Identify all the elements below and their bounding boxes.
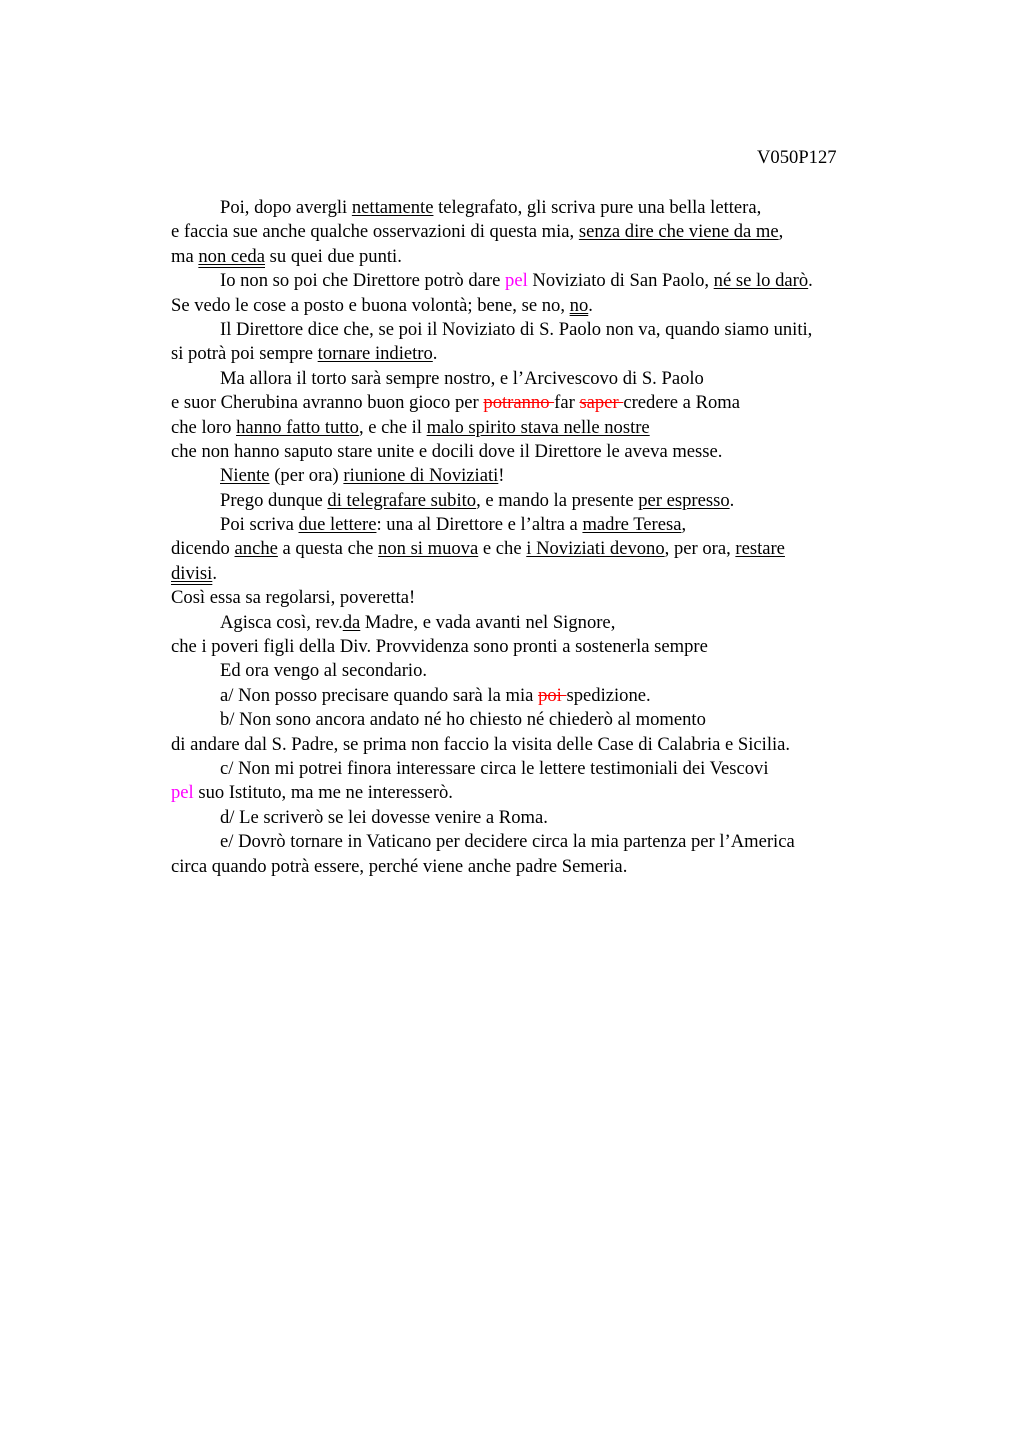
deleted-text: potranno [483, 392, 555, 414]
text-line [171, 440, 891, 464]
underlined-text: anche [234, 538, 278, 560]
text-segment: e faccia sue anche qualche osservazioni di questa mia, [171, 221, 579, 243]
text-line [171, 757, 891, 781]
text-line [171, 294, 891, 318]
underlined-text: madre Teresa [582, 514, 682, 536]
text-segment: , e mando la presente [476, 489, 639, 511]
text-segment: Agisca così, rev. [220, 611, 343, 633]
text-line [171, 220, 891, 244]
text-segment: . [588, 294, 593, 316]
inserted-text: pel [171, 782, 194, 804]
text-line [171, 855, 891, 879]
text-segment: Noviziato di San Paolo, [527, 270, 714, 292]
text-line [171, 806, 891, 830]
text-line [171, 464, 891, 488]
inserted-text: pel [505, 270, 528, 292]
double-underlined-text: divisi [171, 562, 213, 584]
underlined-text: hanno fatto tutto [236, 416, 359, 438]
underlined-text: i Noviziati devono [526, 538, 665, 560]
text-segment: Prego dunque [220, 489, 328, 511]
text-line [171, 659, 891, 683]
underlined-text: da [342, 611, 361, 633]
text-segment: Poi scriva [220, 514, 299, 536]
text-segment: , [681, 514, 687, 536]
text-line [171, 196, 891, 220]
text-segment: e che [478, 538, 527, 560]
underlined-text: senza dire che viene da me [578, 221, 779, 243]
deleted-text: saper [579, 392, 624, 414]
underlined-text: né se lo darò [713, 270, 809, 292]
text-segment: e suor Cherubina avranno buon gioco per [171, 392, 484, 414]
text-segment: circa quando potrà essere, perché viene anche padre Semeria. [171, 855, 628, 877]
text-segment: telegrafato, gli scriva pure una bella lettera, [433, 197, 762, 218]
text-segment: . [432, 343, 438, 365]
text-segment: Poi, dopo avergli [220, 197, 352, 218]
letter-body [171, 196, 891, 879]
text-segment: si potrà poi sempre [171, 343, 318, 365]
text-line [171, 708, 891, 732]
text-line [171, 537, 891, 561]
text-segment: Se vedo le cose a posto e buona volontà; bene, se no, [171, 294, 570, 316]
underlined-text: restare [735, 538, 785, 560]
text-segment: , per ora, [664, 538, 736, 560]
text-segment: su quei due punti. [264, 245, 402, 267]
underlined-text: di telegrafare subito [327, 489, 477, 511]
text-segment: che i poveri figli della Div. Provvidenza sono pronti a sostenerla sempre [171, 636, 708, 658]
text-line [171, 513, 891, 537]
underlined-text: per espresso [638, 489, 730, 511]
text-line [171, 245, 891, 269]
text-line [171, 635, 891, 659]
text-line [171, 586, 891, 610]
text-segment: che loro [171, 416, 237, 438]
deleted-text: poi [538, 684, 567, 706]
double-underlined-text: no [569, 294, 589, 316]
text-segment: : una al Direttore e l’altra a [376, 514, 583, 536]
text-segment: c/ Non mi potrei finora interessare circa le lettere testimoniali dei Vescovi [220, 757, 769, 779]
text-segment: Ma allora il torto sarà sempre nostro, e l’Arcivescovo di S. Paolo [220, 367, 704, 389]
text-segment: di andare dal S. Padre, se prima non faccio la visita delle Case di Calabria e Sicilia. [171, 733, 791, 755]
text-segment: spedizione. [566, 684, 651, 706]
text-line [171, 781, 891, 805]
text-segment: (per ora) [269, 465, 344, 487]
text-line [171, 611, 891, 635]
text-line [171, 416, 891, 440]
page-identifier: V050P127 [757, 147, 837, 168]
text-segment: . [212, 562, 217, 584]
text-segment: . [729, 489, 735, 511]
text-line [171, 318, 891, 342]
text-segment: . [808, 270, 813, 292]
text-segment: che non hanno saputo stare unite e docili dove il Direttore le aveva messe. [171, 440, 723, 462]
text-segment: Io non so poi che Direttore potrò dare [220, 270, 506, 292]
text-line [171, 562, 891, 586]
text-segment: ! [498, 465, 505, 487]
text-segment: Ed ora vengo al secondario. [220, 660, 428, 682]
text-line [171, 830, 891, 854]
double-underlined-text: non ceda [198, 245, 265, 267]
underlined-text: non si muova [378, 538, 479, 560]
text-segment: Così essa sa regolarsi, poveretta! [171, 587, 416, 609]
underlined-text: nettamente [351, 197, 434, 218]
text-segment: , [778, 221, 784, 243]
underlined-text: tornare indietro [317, 343, 433, 365]
text-line [171, 367, 891, 391]
text-segment: credere a Roma [623, 392, 740, 414]
underlined-text: riunione di Noviziati [343, 465, 499, 487]
underlined-text: Niente [220, 465, 270, 487]
text-segment: far [554, 392, 580, 414]
underlined-text: malo spirito stava nelle nostre [426, 416, 650, 438]
text-line [171, 684, 891, 708]
text-segment: , e che il [358, 416, 427, 438]
text-segment: suo Istituto, ma me ne interesserò. [193, 782, 453, 804]
text-segment: b/ Non sono ancora andato né ho chiesto né chiederò al momento [220, 709, 706, 731]
text-segment: e/ Dovrò tornare in Vaticano per decidere circa la mia partenza per l’America [220, 831, 795, 853]
text-segment: Madre, e vada avanti nel Signore, [360, 611, 616, 633]
text-line [171, 391, 891, 415]
text-segment: Il Direttore dice che, se poi il Noviziato di S. Paolo non va, quando siamo uniti, [220, 318, 813, 340]
text-segment: ma [171, 245, 199, 267]
text-segment: dicendo [171, 538, 235, 560]
text-segment: a/ Non posso precisare quando sarà la mia [220, 684, 539, 706]
text-line [171, 342, 891, 366]
underlined-text: due lettere [298, 514, 377, 536]
text-line [171, 733, 891, 757]
text-line [171, 269, 891, 293]
text-line [171, 489, 891, 513]
text-segment: d/ Le scriverò se lei dovesse venire a Roma. [220, 806, 548, 828]
text-segment: a questa che [277, 538, 379, 560]
